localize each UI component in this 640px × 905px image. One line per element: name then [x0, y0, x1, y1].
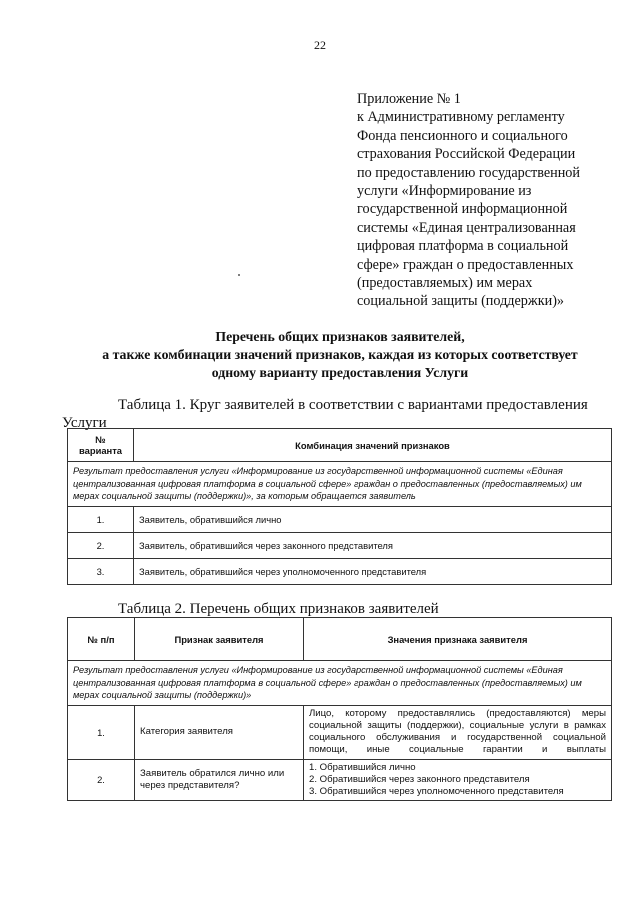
- table1-header-combination: Комбинация значений признаков: [134, 429, 612, 462]
- table1-caption: [62, 396, 613, 431]
- table-row: [68, 705, 612, 759]
- table2-row-num: 2.: [68, 759, 135, 800]
- table2-header-row: [68, 618, 612, 661]
- appendix-line: по предоставлению государственной: [357, 164, 580, 181]
- table2-caption: Таблица 2. Перечень общих признаков заявителей: [118, 601, 439, 617]
- appendix-line: к Административному регламенту: [357, 109, 565, 126]
- appendix-block: [357, 90, 622, 311]
- table2-row-sign: Категория заявителя: [135, 705, 304, 759]
- appendix-line: системы «Единая централизованная: [357, 219, 576, 236]
- table1-result-text: Результат предоставления услуги «Информирование из государственной информационной системы «Единая централизованная цифровая платформа в социальной сфере» граждан о предоставленных (предоставляемых) им мерах социальной защиты (поддержки)», за которым обращается заявитель: [68, 462, 612, 507]
- table2-header-num: № п/п: [68, 618, 135, 661]
- table1-row-num: 1.: [68, 506, 134, 532]
- value-option: 3. Обратившийся через уполномоченного представителя: [309, 785, 564, 797]
- heading-line: одному варианту предоставления Услуги: [211, 365, 469, 380]
- table2-row-values: Лицо, которому предоставлялись (предоставляются) меры социальной защиты (поддержки), социальные услуги в рамках социального обслуживания и государственной социальной помощи, иные социальные гарантии и выплаты: [304, 705, 612, 759]
- table1-row-text: Заявитель, обратившийся через законного представителя: [134, 532, 612, 558]
- table1-row-num: 2.: [68, 532, 134, 558]
- appendix-line: Фонда пенсионного и социального: [357, 127, 568, 144]
- appendix-line: цифровая платформа в социальной: [357, 238, 569, 255]
- table1-caption-main: Таблица 1. Круг заявителей в соответствии с вариантами предоставления: [118, 397, 588, 413]
- table2-result-text: Результат предоставления услуги «Информирование из государственной информационной системы «Единая централизованная цифровая платформа в социальной сфере» граждан о предоставленных (предоставляемых) им мерах социальной защиты (поддержки)»: [68, 661, 612, 706]
- table2-header-sign: Признак заявителя: [135, 618, 304, 661]
- table1-result-row: [68, 462, 612, 507]
- table2-result-row: [68, 661, 612, 706]
- heading-line: а также комбинации значений признаков, каждая из которых соответствует: [102, 347, 578, 362]
- table1-row-text: Заявитель, обратившийся лично: [134, 506, 612, 532]
- section-heading: [60, 328, 620, 382]
- appendix-line: государственной информационной: [357, 201, 568, 218]
- table-row: [68, 558, 612, 584]
- table2-header-values: Значения признака заявителя: [304, 618, 612, 661]
- value-option: 2. Обратившийся через законного представителя: [309, 773, 530, 785]
- table1: [67, 428, 612, 585]
- table2: [67, 617, 612, 801]
- table-row: [68, 759, 612, 800]
- value-option: 1. Обратившийся лично: [309, 761, 416, 773]
- table1-row-num: 3.: [68, 558, 134, 584]
- table2-row-num: 1.: [68, 705, 135, 759]
- appendix-line: страхования Российской Федерации: [357, 146, 576, 163]
- scan-speck: [238, 274, 240, 276]
- table2-row-values: [304, 759, 612, 800]
- table1-row-text: Заявитель, обратившийся через уполномоченного представителя: [134, 558, 612, 584]
- appendix-line: услуги «Информирование из: [357, 183, 532, 200]
- page-number: 22: [314, 38, 326, 52]
- table2-row-sign: Заявитель обратился лично или через представителя?: [135, 759, 304, 800]
- appendix-line: социальной защиты (поддержки)»: [357, 293, 565, 310]
- table1-header-row: [68, 429, 612, 462]
- table-row: [68, 506, 612, 532]
- table1-caption-tail: Услуги: [62, 415, 107, 431]
- heading-line: Перечень общих признаков заявителей,: [215, 329, 465, 344]
- appendix-line: сфере» граждан о предоставленных: [357, 256, 574, 273]
- appendix-line: (предоставляемых) им мерах: [357, 275, 533, 292]
- appendix-line: Приложение № 1: [357, 91, 461, 107]
- table-row: [68, 532, 612, 558]
- table1-header-num: № варианта: [68, 429, 134, 462]
